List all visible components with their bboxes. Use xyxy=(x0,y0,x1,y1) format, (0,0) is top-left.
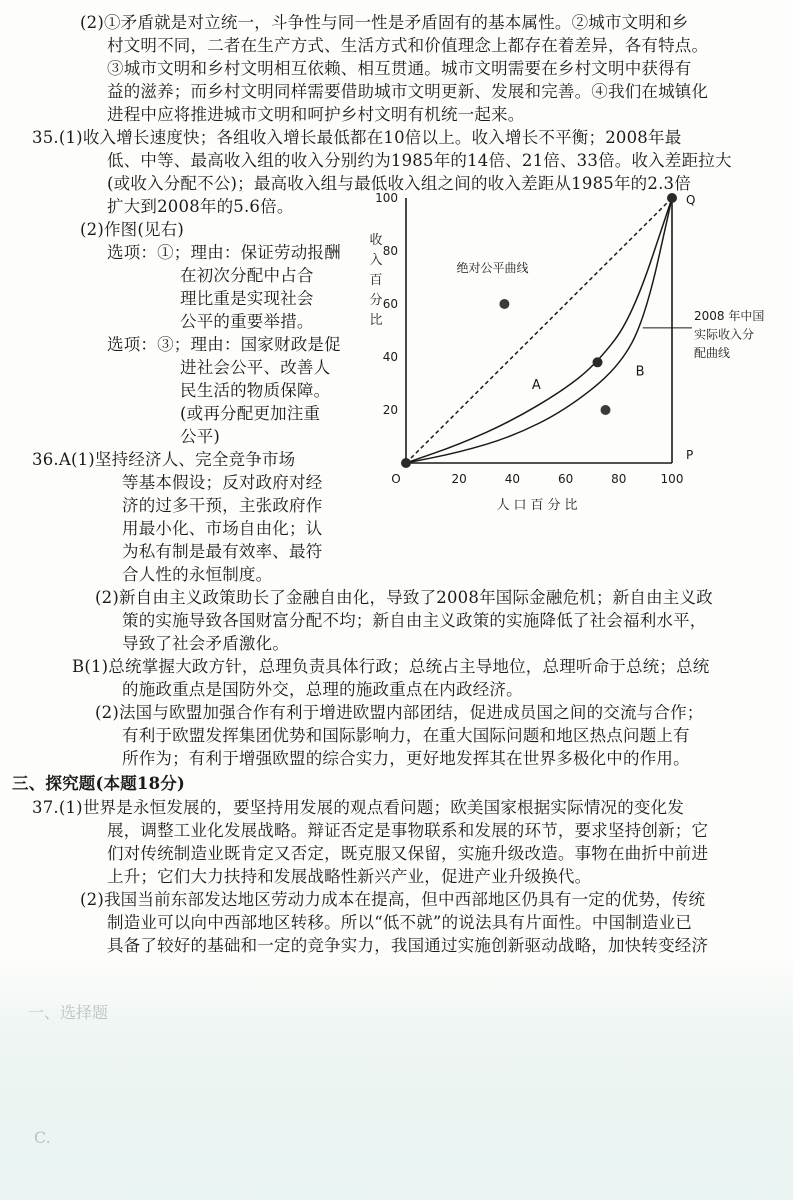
text-line: (2)作图(见右) xyxy=(80,220,185,239)
y-tick-label: 80 xyxy=(382,244,398,258)
y-tick-label: 60 xyxy=(382,297,398,311)
text-line: 37.(1)世界是永恒发展的，要坚持用发展的观点看问题；欧美国家根据实际情况的变化发 xyxy=(32,798,685,817)
text-line: 35.(1)收入增长速度快；各组收入增长最低都在10倍以上。收入增长不平衡；2008年最 xyxy=(32,128,682,147)
text-line: 制造业可以向中西部地区转移。所以“低不就”的说法具有片面性。中国制造业已 xyxy=(107,913,693,932)
annotation-actual-curve-1: 2008 年中国 xyxy=(694,308,765,323)
text-line: ③城市文明和乡村文明相互依赖、相互贯通。城市文明需要在乡村文明中获得有 xyxy=(107,59,692,78)
ghost-text: 一、选择题 xyxy=(28,1003,109,1022)
x-tick-label: 40 xyxy=(504,472,521,486)
text-line: 展，调整工业化发展战略。辩证否定是事物联系和发展的环节，要求坚持创新；它 xyxy=(107,821,709,840)
text-line: 民生活的物质保障。 xyxy=(180,381,331,400)
annotation-actual-curve-3: 配曲线 xyxy=(694,346,731,360)
text-line: 村文明不同，二者在生产方式、生活方式和价值理念上都存在着差异，各有特点。 xyxy=(107,36,709,55)
text-line: (2)法国与欧盟加强合作有利于增进欧盟内部团结，促进成员国之间的交流与合作； xyxy=(95,703,704,722)
region-label-b: B xyxy=(635,364,645,380)
text-line: (2)①矛盾就是对立统一，斗争性与同一性是矛盾固有的基本属性。②城市文明和乡 xyxy=(80,13,689,32)
text-line: 进社会公平、改善人 xyxy=(180,358,331,377)
text-line: 用最小化、市场自由化；认 xyxy=(122,519,323,538)
text-line: 三、探究题(本题18分) xyxy=(12,774,185,793)
page-bottom-fade xyxy=(0,960,793,1200)
text-line: 们对传统制造业既肯定又否定，既克服又保留，实施升级改造。事物在曲折中前进 xyxy=(107,844,709,863)
x-tick-label: 60 xyxy=(557,472,574,486)
text-line: (2)我国当前东部发达地区劳动力成本在提高，但中西部地区仍具有一定的优势，传统 xyxy=(80,890,706,909)
text-line: 合人性的永恒制度。 xyxy=(122,565,273,584)
text-line: 的施政重点是国防外交，总理的施政重点在内政经济。 xyxy=(122,680,523,699)
y-tick-label: 20 xyxy=(382,403,398,417)
scan-dot xyxy=(499,299,509,309)
ghost-text: C. xyxy=(34,1128,51,1147)
corner-label-q: Q xyxy=(686,193,696,207)
x-tick-label: 20 xyxy=(451,472,467,486)
y-axis-label-char: 百 xyxy=(369,273,383,288)
region-label-a: A xyxy=(531,377,541,393)
text-line: 策的实施导致各国财富分配不均；新自由主义政策的实施降低了社会福利水平， xyxy=(122,611,707,630)
y-axis-label-char: 入 xyxy=(369,253,383,268)
text-line: 进程中应将推进城市文明和呵护乡村文明有机统一起来。 xyxy=(107,105,525,124)
text-line: 益的滋养；而乡村文明同样需要借助城市文明更新、发展和完善。④我们在城镇化 xyxy=(107,82,709,101)
y-axis-label-char: 收 xyxy=(369,233,383,248)
x-tick-label: 100 xyxy=(660,472,684,486)
x-axis-label: 人口百分比 xyxy=(496,498,582,513)
text-line: 低、中等、最高收入组的收入分别约为1985年的14倍、21倍、33倍。收入差距拉大 xyxy=(107,151,732,170)
scan-dot xyxy=(601,405,611,415)
text-line: (或再分配更加注重 xyxy=(180,404,321,423)
x-tick-label: 80 xyxy=(611,472,627,486)
text-line: 等基本假设；反对政府对经 xyxy=(122,473,323,492)
text-line: 济的过多干预，主张政府作 xyxy=(122,496,323,515)
text-line: 选项：③；理由：国家财政是促 xyxy=(107,335,341,354)
y-axis-label-char: 比 xyxy=(369,313,383,328)
x-tick-label: O xyxy=(391,472,401,486)
curve-point xyxy=(667,193,677,203)
text-line: 具备了较好的基础和一定的竞争实力，我国通过实施创新驱动战略，加快转变经济 xyxy=(107,936,709,955)
text-line: 公平的重要举措。 xyxy=(180,312,314,331)
y-tick-label: 40 xyxy=(382,350,398,364)
text-line: 在初次分配中占合 xyxy=(180,266,314,285)
text-line: 有利于欧盟发挥集团优势和国际影响力，在重大国际问题和地区热点问题上有 xyxy=(122,726,690,745)
curve-point xyxy=(593,357,603,367)
curve-point xyxy=(401,458,411,468)
text-line: 扩大到2008年的5.6倍。 xyxy=(107,197,294,216)
annotation-actual-curve-2: 实际收入分 xyxy=(694,327,755,342)
text-line: (2)新自由主义政策助长了金融自由化，导致了2008年国际金融危机；新自由主义政 xyxy=(95,588,713,607)
text-line: B(1)总统掌握大政方针，总理负责具体行政；总统占主导地位，总理听命于总统；总统 xyxy=(72,657,710,676)
lorenz-curve-chart xyxy=(362,186,782,516)
text-line: 所作为；有利于增强欧盟的综合实力，更好地发挥其在世界多极化中的作用。 xyxy=(122,749,690,768)
text-line: 上升；它们大力扶持和发展战略性新兴产业，促进产业升级换代。 xyxy=(107,867,592,886)
annotation-fair-curve: 绝对公平曲线 xyxy=(456,261,529,276)
text-line: 公平) xyxy=(180,427,221,446)
corner-label-p: P xyxy=(686,448,694,462)
y-axis-label-char: 分 xyxy=(369,293,383,308)
text-line: (或收入分配不公)；最高收入组与最低收入组之间的收入差距从1985年的2.3倍 xyxy=(107,174,691,193)
text-line: 选项：①；理由：保证劳动报酬 xyxy=(107,243,341,262)
y-tick-label: 100 xyxy=(375,191,398,205)
text-line: 为私有制是最有效率、最符 xyxy=(122,542,323,561)
text-line: 36.A(1)坚持经济人、完全竞争市场 xyxy=(32,450,296,469)
text-line: 导致了社会矛盾激化。 xyxy=(122,634,289,653)
text-line: 理比重是实现社会 xyxy=(180,289,314,308)
